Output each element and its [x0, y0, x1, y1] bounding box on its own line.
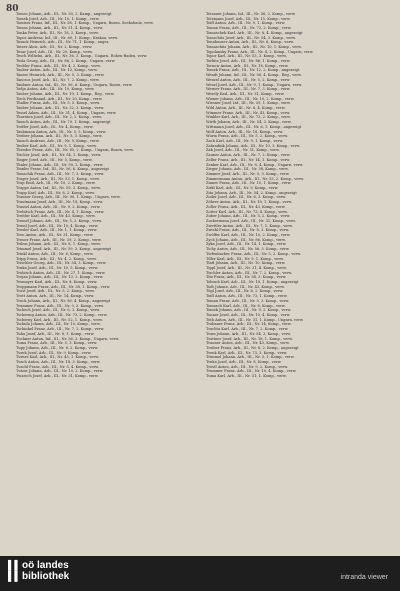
register-entry: Tupy Johann, Arb., III., Nr. 8, 2. Komp., verw.: [16, 345, 99, 350]
register-entry: Trott Anton, Arb., III., Nr. 14, Komp., verw.: [16, 294, 95, 299]
register-entry: Tuma Franz, Arb., III., Nr. 5, 3. Komp., verw.: [16, 341, 98, 346]
register-entry: Tisch Ferdinand, Arb., III., Nr. 20, Komp., verw.: [16, 96, 103, 101]
register-entry: Tschernig Anton, Arb., III., Nr. 73, 2. Komp., verw.: [16, 313, 108, 317]
register-entry: Tauber Johann, Arb., III., Nr. 19, 1. Komp., Reg., verw.: [16, 91, 115, 96]
register-entry: Tauber Anton, Arb., III., Nr. 10, Komp., verw.: [16, 68, 98, 73]
register-entry: Tanczos Josef, Arb., III., Nr. 7, 2. Komp., verw.: [16, 77, 100, 82]
register-entry: Toifl Anton, Arb., III., Nr. 9, 1. Komp., verw.: [206, 21, 286, 26]
register-entry: Tschida Johann, Arb., III., Nr. 10, Komp., verw.: [16, 322, 101, 327]
register-entry: Taubmann Anton, Arb., III., Nr. 5, 5. Komp., verw.: [16, 129, 107, 134]
register-entry: Trummer Franz, Arb., III., Nr. 9, 3. Komp., verw.: [16, 303, 105, 308]
register-entry: Topor Andreas, Inf., III., Nr. 60, 1. Komp., Krakau, verw.: [16, 35, 119, 40]
register-entry: Trauner Georg, Arb., III., Nr. 90, 1. Komp., Ungarn, verw.: [16, 195, 121, 200]
register-entry: Treuer Franz, Arb., III., Nr. 39, 2. Komp., verw.: [16, 237, 102, 242]
register-entry: Theodor Franz, Arb., III., Nr. 85, 2. Komp., Ungarn, Bozen, verw.: [16, 148, 134, 153]
register-entry: Trischler Georg, Arb., III., Nr. 54, 3. Komp., verw.: [16, 261, 107, 266]
register-entry: Tuchner Anton, Inf., III., Nr. 56, 3. Komp., Ungarn, verw.: [16, 336, 120, 341]
register-entry: Tomiser Franz, Inf., III., Nr. 56, 1. Komp., Ungarn, Bozen, Seekolonie, verw.: [16, 21, 154, 26]
register-entry: Tribus Johann, Arb., III., Nr. 8, 1. Komp., verw.: [16, 242, 101, 247]
library-logo[interactable]: [8, 560, 69, 582]
register-entry: Tschinkel Franz, Arb., III., Nr. 7, 2. Komp., verw.: [16, 327, 105, 332]
right-column: [206, 12, 390, 379]
register-entry: Zoller Franz, Arb., III., Nr. 43, Komp., verw.: [206, 204, 286, 209]
register-entry: Treiber Johann, Arb., III., Nr. 5, 3. Komp., verw.: [16, 134, 103, 139]
register-entry: Wittmann Josef, Arb., III., Nr. 6, 1. Komp., angezeigt: [206, 124, 302, 129]
register-entry: Zöhrer Anton, Arb., III., Nr. 18, 1. Komp., verw.: [206, 200, 293, 205]
register-entry: Trappe Anton, Inf., III., Nr. 59, 3. Komp., verw.: [16, 186, 101, 191]
register-entry: Tischler Anton, Arb., III., Nr. 7, 2. Komp., verw.: [206, 270, 293, 275]
register-entry: Troppmann Franz, Arb., III., Nr. 38, 1. Komp., verw.: [16, 284, 111, 289]
register-entry: Trinkl Anton, Arb., III., Nr. 6, Komp., verw.: [16, 251, 94, 256]
register-entry: Tintl Johann, Arb., III., Nr. 10, Komp., verw.: [206, 261, 286, 266]
register-entry: Tomek Franz, Arb., III., Nr. 12, 2. Komp., angezeigt: [206, 68, 300, 73]
register-entry: Tonnhauser Anton, Arb., III., Nr. 6, Komp., verw.: [206, 40, 295, 45]
register-entry: Taubner Anton, Inf., III., Nr. 56, 6. Komp., Ungarn, Bozen, verw.: [16, 82, 133, 87]
register-entry: Trummer Franz, Arb., III., Nr. 10, 4. Komp., verw.: [206, 369, 297, 374]
register-entry: Zita Johann, Arb., III., Nr. 54, 2. Komp., angezeigt: [206, 190, 297, 195]
register-entry: Toifl Anton, Arb., III., Nr. 73, 1. Komp., verw.: [206, 294, 288, 299]
register-entry: Totzmann Josef, Arb., III., Nr. 15, Komp., verw.: [206, 16, 291, 21]
register-entry: Treitler Karl, Arb., III., Nr. 43, Komp., verw.: [16, 214, 96, 219]
register-entry: Tripp Franz, Arb., III., Nr. 4, 2. Komp., verw.: [16, 256, 97, 261]
register-entry: Treml Josef, Arb., III., Nr. 10, 4. Komp., verw.: [16, 223, 99, 228]
register-entry: Tinger Josef, Arb., III., Nr. 5, Komp., verw.: [16, 157, 93, 162]
register-entry: Tomaschek Karl, Arb., III., Nr. 8, 4. Komp., angezeigt: [206, 30, 303, 35]
register-entry: Trager Josef, Arb., III., Nr. 53, 1. Komp., verw.: [16, 176, 100, 181]
register-entry: Tesla Georg, Arb., III., Nr. 86, 2. Komp., Ungarn, verw.: [16, 59, 116, 64]
register-entry: Tromayer Karl, Arb., III., Nr. 8, Komp., verw.: [16, 280, 98, 285]
register-entry: Tausch Anton, Arb., III., Nr. 70, 1. Komp., angezeigt: [16, 120, 111, 125]
register-entry: Zeller Franz, Arb., III., Nr. 14, 1. Komp., verw.: [206, 157, 291, 162]
register-entry: Toman Franz, Arb., III., Nr. 5, 3. Komp., verw.: [206, 298, 290, 303]
register-entry: Werner Franz, Arb., III., Nr. 7, 3. Komp., verw.: [206, 87, 291, 92]
register-entry: Thaller Franz, Arb., III., Nr. 5, 5. Komp., verw.: [16, 101, 101, 106]
register-entry: Topor Karl, Arb., III., Nr. 53, 3. Komp., verw.: [206, 54, 287, 59]
register-entry: Wiesner Josef, Inf., III., Nr. 59, 1. Komp., verw.: [206, 101, 291, 106]
register-entry: Toman Franz, Arb., III., Nr. 73, 2. Komp., verw.: [206, 26, 292, 31]
register-entry: Tomasch Karl, Arb., III., Nr. 8, Komp., verw.: [206, 303, 286, 308]
register-entry: Zenker Karl, Arb., III., Nr. 8, 4. Komp., Ungarn, verw.: [206, 162, 304, 167]
register-entry: Tesch Wilhelm, Arb., III., Nr. 36, 3. Komp., Ungarn, Hohen-Baden, verw.: [16, 54, 148, 59]
register-entry: Wild Anton, Arb., III., Nr. 8, 4. Komp., verw.: [206, 106, 286, 111]
register-entry: Tomek Johann, Arb., III., Nr. 9, 2. Komp., verw.: [206, 308, 292, 313]
register-entry: Zimmer Josef, Arb., III., Nr. 5, 3. Komp., verw.: [206, 171, 290, 176]
register-entry: Tremel Johann, Arb., III., Nr. 5, 2. Komp., verw.: [16, 218, 103, 223]
register-entry: Trachta Karl, Arb., III., Nr. 7, 2. Komp., verw.: [206, 327, 289, 332]
register-entry: Treu Anton, Arb., III., Nr. 31, Komp., verw.: [16, 233, 94, 238]
register-entry: Tessel Adam, Arb., III., Nr. 31, 4. Komp., Ungarn, verw.: [16, 110, 117, 115]
register-entry: Zieger Johann, Arb., III., Nr. 38, Komp., verw.: [206, 167, 289, 172]
register-entry: Tischer Josef, Arb., III., Nr. 54, 1. Komp., verw.: [16, 153, 102, 158]
register-entry: Tauber Johann, Arb., III., Nr. 32, 3. Komp., verw.: [16, 106, 105, 111]
register-entry: Tuba Josef, Arb., III., Nr. 8, 1. Komp., verw.: [16, 331, 95, 336]
register-entry: Tornow Anton, Arb., III., Nr. 18, Komp., verw.: [206, 63, 289, 68]
register-entry: Zahradnik Johann, Arb., III., Nr. 10, 3. Komp., verw.: [206, 143, 301, 148]
register-entry: Tomaschitz Johann, Arb., III., Nr. 10, 1. Komp., verw.: [206, 44, 302, 49]
register-entry: Tesar Josef, Arb., III., Nr. 20, Komp., verw.: [16, 49, 93, 54]
register-entry: Trebitsch Franz, Arb., III., Nr. 4, 1. Komp., verw.: [16, 209, 105, 214]
register-entry: Tedja Anton, Arb., III., Nr. 10, Komp., verw.: [16, 87, 95, 92]
register-entry: Wolf Anton, Arb., III., Nr. 18, Komp., verw.: [206, 129, 284, 134]
register-entry: Zinner Franz, Arb., III., Nr. 10, 1. Komp., verw.: [206, 181, 292, 186]
register-entry: Wiener Johann, Arb., III., Nr. 10, 2. Komp., verw.: [206, 96, 295, 101]
register-entry: Tröstl Anton, Arb., III., Nr. 9, 2. Komp., verw.: [206, 364, 289, 369]
register-entry: Tusch Anton, Arb., III., Nr. 18, 3. Komp., verw.: [16, 360, 101, 365]
register-entry: Tatzer Alois, Arb., III., Nr. 2, Komp., verw.: [16, 44, 93, 49]
register-entry: Trenk Karl, Arb., III., Nr. 73, 3. Komp., verw.: [206, 350, 288, 355]
register-entry: Zych Johann, Arb., III., Nr. 86, Komp., verw.: [206, 237, 286, 242]
register-entry: Teubler Franz, Arb., III., Nr. 4, 2. Komp., verw.: [16, 63, 101, 68]
register-entry: Zimmermann Anton, Arb., III., Nr. 53, 2. Komp., verw.: [206, 176, 304, 181]
register-entry: Wenzl Josef, Arb., III., Nr. 9, 1. Komp., Ungarn, verw.: [206, 82, 303, 87]
register-entry: Titz Franz, Arb., III., Nr. 54, 3. Komp., verw.: [206, 275, 287, 280]
register-entry: Tiefenbacher Franz, Arb., III., Nr. 5, 2. Komp., verw.: [206, 251, 302, 256]
register-entry: Twaroch Josef, Arb., III., Nr. 31, Komp., verw.: [16, 374, 99, 379]
register-entry: Trojan Johann, Arb., III., Nr. 13, 2. Komp., verw.: [16, 275, 104, 280]
register-entry: Zach Karl, Arb., III., Nr. 9, 1. Komp., verw.: [206, 138, 284, 143]
logo-text-1: oö landes: [22, 560, 69, 571]
register-entry: Trost Josef, Arb., III., Nr. 5, 2. Komp., verw.: [16, 289, 95, 294]
register-entry: Tonka Peter, Arb., III., Nr. 18, 2. Komp., verw.: [16, 30, 99, 35]
register-entry: Tuma Karl, Arb., III., Nr. 31, 1. Komp., verw.: [206, 374, 287, 379]
register-entry: Totzauer Johann, Inf., III., Nr. 56, 2. Komp., verw.: [206, 12, 296, 16]
register-entry: Tausch Andreas, Arb., III., Nr. 9, Komp., verw.: [16, 138, 100, 143]
register-entry: Trattner Josef, Arb., III., Nr. 18, 1. Komp., verw.: [206, 336, 293, 341]
register-entry: Teuber Karl, Arb., III., Nr. 9, 1. Komp., verw.: [16, 143, 97, 148]
register-entry: Wimmer Franz, Arb., III., Nr. 43, Komp., verw.: [206, 110, 291, 115]
register-entry: Toth Anton, Arb., III., Nr. 31, 1. Komp., Ungarn, verw.: [206, 317, 304, 322]
register-entry: Trap Emil, Arb., III., Nr. 10, 2. Komp., verw.: [16, 181, 96, 186]
register-entry: Tomschik Franz, Arb., III., Nr. 7, 3. Komp., verw.: [16, 171, 105, 176]
register-entry: Trimmel Josef, Arb., III., Nr. 59, 3. Komp., angezeigt: [16, 247, 111, 252]
register-entry: Trapp Karl, Arb., III., Nr. 8, 2. Komp., verw.: [16, 190, 96, 195]
register-entry: Tonner Josef, Arb., III., Nr. 10, 4. Komp., verw.: [206, 313, 291, 317]
register-entry: Wesely Karl, Arb., III., Nr. 31, Komp., verw.: [206, 91, 285, 96]
register-entry: Zwickl Franz, Arb., III., Nr. 8, 3. Komp., verw.: [206, 228, 290, 233]
logo-text-2: bibliothek: [22, 571, 70, 582]
register-entry: Tiller Karl, Arb., III., Nr. 9, 1. Komp., verw.: [206, 256, 284, 261]
register-entry: Wirth Johann, Arb., III., Nr. 54, 3. Komp., verw.: [206, 120, 292, 125]
register-entry: Tomek Josef, Arb., III., Nr. 10, 1. Komp., verw.: [16, 16, 100, 21]
logo-line-1: [8, 560, 69, 571]
register-entry: Tögl Josef, Arb., III., Nr. 6, 2. Komp., verw.: [206, 289, 284, 294]
register-entry: Zyka Josef, Arb., III., Nr. 14, 1. Komp., verw.: [206, 242, 287, 247]
register-entry: Treffer Josef, Arb., III., Nr. 4, Komp., verw.: [16, 124, 94, 129]
register-entry: Zwölfer Karl, Arb., III., Nr. 10, 2. Komp., verw.: [206, 233, 291, 238]
register-entry: Trauner Anton, Arb., III., Nr. 43, Komp., verw.: [206, 341, 290, 346]
register-entry: Taurer Heinrich, Arb., III., Nr. 5, 3. Komp., verw.: [16, 73, 105, 78]
register-entry: Zauner Anton, Arb., III., Nr. 7, 2. Komp., verw.: [206, 153, 291, 158]
register-entry: Tschech Josef, Arb., III., Nr. 6, 1. Komp., verw.: [16, 308, 101, 313]
register-entry: Tscherny Karl, Arb., III., Nr. 52, 1. Komp., verw.: [16, 317, 103, 322]
register-entry: Todt Johann, Arb., III., Nr. 43, Komp., verw.: [206, 284, 285, 289]
register-entry: Tomsa Johann, Arb., III., Nr. 51, 4. Komp., verw.: [16, 26, 104, 31]
register-entry: Tichy Anton, Arb., III., Nr. 56, 3. Komp., verw.: [206, 247, 290, 252]
register-entry: Zwettler Anton, Arb., III., Nr. 7, 1. Komp., verw.: [206, 223, 293, 228]
register-entry: Wendt Johann, Inf., III., Nr. 56, 4. Komp., Reg., verw.: [206, 73, 302, 78]
page-number: 80: [6, 4, 19, 14]
register-entry: Trobisch Anton, Arb., III., Nr. 27, 1. Komp., verw.: [16, 270, 106, 275]
register-entry: Trnka Josef, Arb., III., Nr. 8, Komp., verw.: [206, 360, 282, 365]
register-entry: Tresler Karl, Arb., III., Nr. 1, 1. Komp., verw.: [16, 228, 98, 233]
register-entry: Thornton Josef, Arb., III., Nr. 2, 2. Komp., verw.: [16, 115, 103, 120]
register-entry: Treiber Franz, Arb., III., Nr. 6, 2. Komp., angezeigt: [206, 345, 299, 350]
register-entry: Tobisch Karl, Arb., III., Nr. 18, 1. Komp., angezeigt: [206, 280, 299, 285]
register-entry: Trautzl Anton, Arb., III., Nr. 9, 2. Komp., verw.: [16, 204, 101, 209]
register-entry: Zirkl Karl, Arb., III., Nr. 9, Komp., verw.: [206, 186, 279, 191]
register-entry: Truck Johann, Arb., III., Nr. 56, 4. Komp., angezeigt: [16, 298, 111, 303]
register-entry: Zak Josef, Arb., III., Nr. 31, Komp., verw.: [206, 148, 280, 153]
logo-bars-icon: ▌▌: [8, 571, 21, 581]
register-entry: Turner Karl, Arb., III., Nr. 43, 1. Komp., verw.: [16, 355, 100, 360]
register-entry: Tutzer Johann, Arb., III., Nr. 10, 2. Komp., verw.: [16, 369, 104, 374]
register-entry: Trabauer Franz, Arb., III., Nr. 14, Komp., verw.: [206, 322, 292, 327]
register-entry: Wurm Franz, Arb., III., Nr. 5, 2. Komp., verw.: [206, 134, 288, 139]
register-entry: Tinnler Franz, Inf., III., Nr. 56, 6. Komp., angezeigt: [16, 167, 109, 172]
register-entry: Trimmel Johann, Arb., III., Nr. 5, 1. Komp., verw.: [206, 355, 295, 360]
register-entry: Trautmann Josef, Arb., III., Nr. 18, Komp., verw.: [16, 200, 104, 205]
register-entry: Zuber Johann, Arb., III., Nr. 5, 2. Komp., verw.: [206, 214, 291, 219]
register-entry: Topolansky Franz, Arb., III., Nr. 4, 2. Komp., Ungarn, verw.: [206, 49, 314, 54]
register-entry: Turek Josef, Arb., III., Nr. 9, Komp., verw.: [16, 350, 92, 355]
logo-bars-icon: ▌▌: [8, 560, 21, 570]
register-entry: Wenzel Anton, Arb., III., Nr. 5, 2. Komp., verw.: [206, 77, 291, 82]
register-entry: Tuschl Franz, Arb., III., Nr. 5, 4. Komp., verw.: [16, 364, 100, 369]
register-entry: Tasuck Heinrich, Arb., III., Nr. 71, 1. Komp., angez.: [16, 40, 110, 45]
register-entry: Tram Johann, Arb., III., Nr. 54, 3. Komp., verw.: [206, 331, 292, 336]
register-entry: Torbitz Josef, Arb., III., Nr. 86, 1. Komp., verw.: [206, 59, 291, 64]
register-entry: Thaler Johann, Arb., III., Nr. 50, 2. Komp., verw.: [16, 162, 104, 167]
register-entry: Trnka Josef, Arb., III., Nr. 10, 5. Komp., verw.: [16, 265, 99, 270]
register-entry: Zoder Josef, Arb., III., Nr. 6, 3. Komp., verw.: [206, 195, 287, 200]
viewer-label: intranda viewer: [340, 574, 388, 581]
register-entry: Zotter Karl, Arb., III., Nr. 73, 4. Komp., verw.: [206, 209, 288, 214]
left-column: [16, 12, 200, 379]
register-entry: Tippl Josef, Arb., III., Nr. 31, 4. Komp., verw.: [206, 265, 287, 270]
register-entry: Zuckermann Josef, Arb., III., Nr. 31, Komp., verw.: [206, 218, 296, 223]
register-entry: Winkler Karl, Arb., III., Nr. 73, 2. Komp., verw.: [206, 115, 291, 120]
logo-line-2: [8, 571, 69, 582]
register-entry: Tomec Johann, Arb., III., Nr. 50, 2. Kamp., angezeigt: [16, 12, 112, 16]
register-entry: Tomschitz Josef, Arb., III., Nr. 54, 3. Komp., verw.: [206, 35, 296, 40]
